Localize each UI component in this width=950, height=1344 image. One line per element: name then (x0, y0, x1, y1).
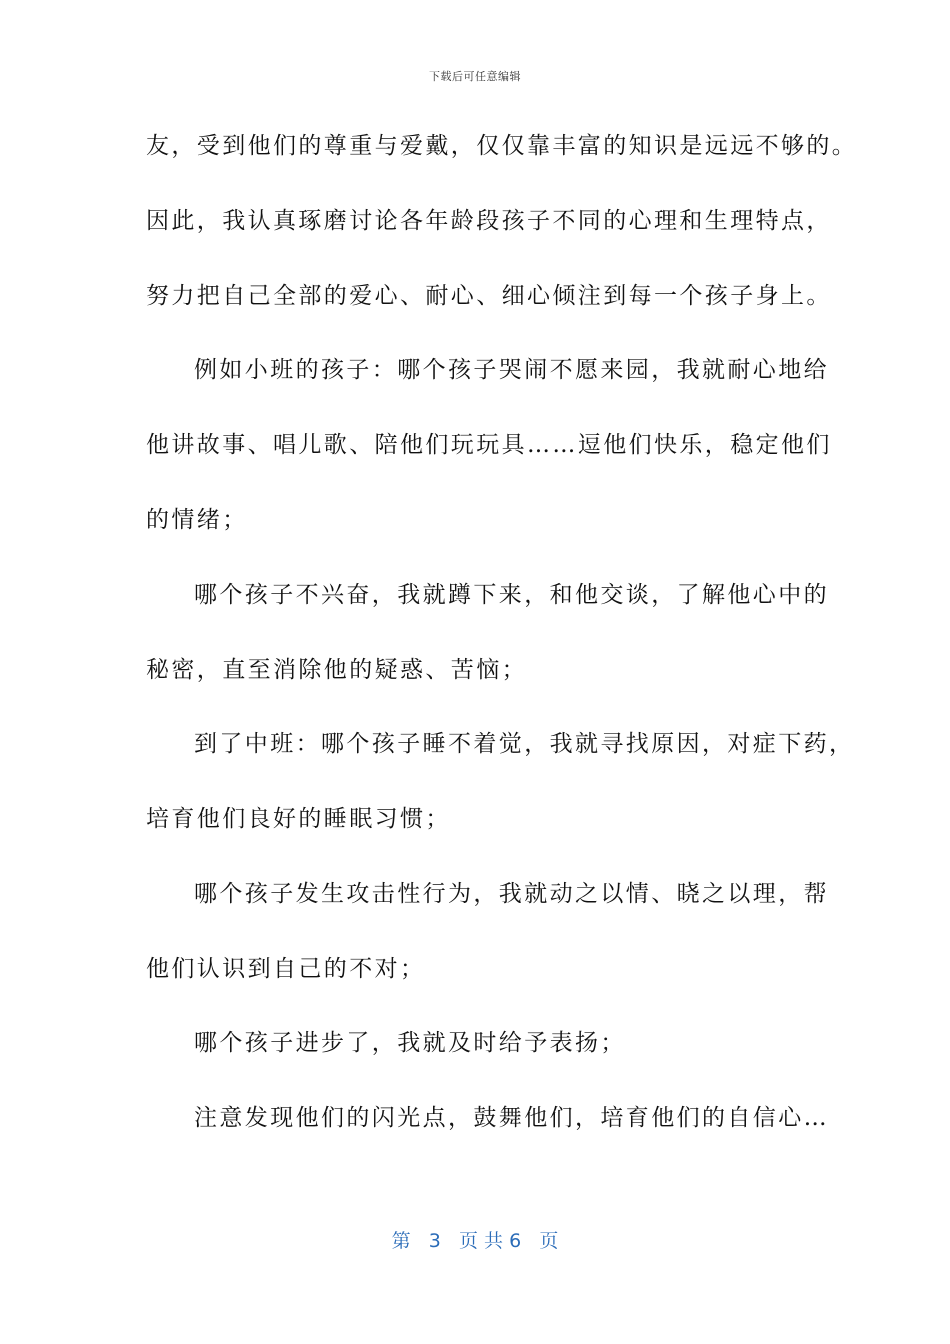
total-pages-number: 6 (509, 1230, 522, 1252)
current-page-number: 3 (428, 1230, 441, 1252)
paragraph-start-line: 哪个孩子发生攻击性行为，我就动之以情、晓之以理，帮 (194, 881, 829, 907)
page-footer (0, 1226, 950, 1253)
page-end-label: 页 (539, 1230, 559, 1252)
page-of-label: 页 共 (459, 1230, 504, 1252)
paragraph-start-line: 哪个孩子进步了，我就及时给予表扬； (194, 1030, 626, 1056)
text-line: 他讲故事、唱儿歌、陪他们玩玩具……逗他们快乐，稳定他们 (146, 432, 832, 458)
text-line: 他们认识到自己的不对； (146, 956, 426, 982)
page-label: 第 (391, 1230, 411, 1252)
paragraph-start-line: 注意发现他们的闪光点，鼓舞他们，培育他们的自信心… (194, 1105, 829, 1131)
text-line: 友，受到他们的尊重与爱戴，仅仅靠丰富的知识是远远不够的。 (146, 133, 858, 159)
text-line: 的情绪； (146, 507, 248, 533)
text-line: 因此，我认真琢磨讨论各年龄段孩子不同的心理和生理特点， (146, 208, 832, 234)
text-line: 秘密，直至消除他的疑惑、苦恼； (146, 657, 527, 683)
paragraph-start-line: 到了中班：哪个孩子睡不着觉，我就寻找原因，对症下药， (194, 731, 855, 757)
header-note: 下载后可任意编辑 (429, 70, 521, 83)
paragraph-start-line: 哪个孩子不兴奋，我就蹲下来，和他交谈，了解他心中的 (194, 582, 829, 608)
text-line: 努力把自己全部的爱心、耐心、细心倾注到每一个孩子身上。 (146, 283, 832, 309)
text-line: 培育他们良好的睡眠习惯； (146, 806, 451, 832)
paragraph-start-line: 例如小班的孩子：哪个孩子哭闹不愿来园，我就耐心地给 (194, 357, 829, 383)
